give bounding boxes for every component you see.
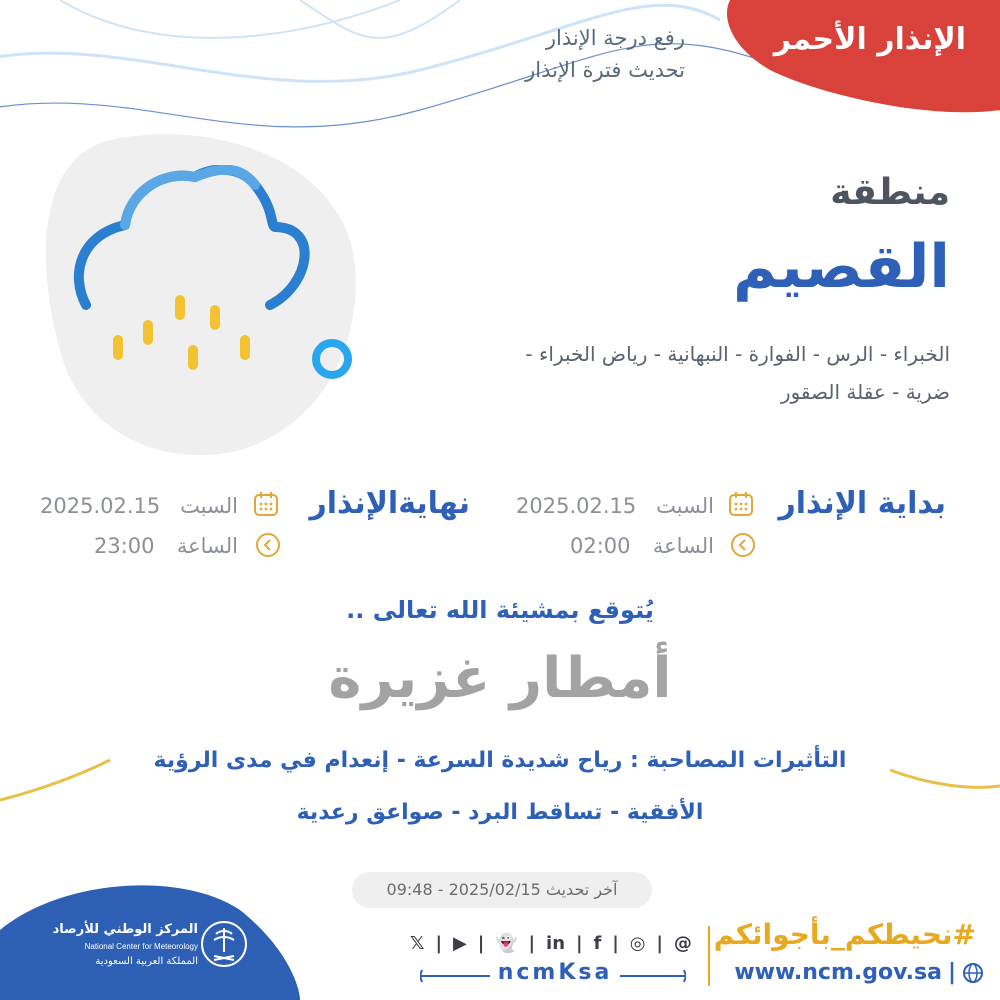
warning-start-day: السبت bbox=[656, 494, 714, 518]
calendar-icon bbox=[727, 490, 755, 518]
cities-line-2: ضرية - عقلة الصقور bbox=[780, 380, 950, 404]
ncm-emblem-icon bbox=[200, 918, 248, 970]
update-line-level: رفع درجة الإنذار bbox=[545, 26, 685, 50]
region-name: القصيم bbox=[733, 232, 950, 302]
social-handle[interactable]: ncmKsa bbox=[490, 960, 620, 985]
youtube-icon[interactable]: ▶ bbox=[452, 932, 467, 954]
x-icon[interactable]: 𝕏 bbox=[410, 932, 425, 954]
logo-country-name: المملكة العربية السعودية bbox=[95, 956, 198, 967]
last-update-pill: آخر تحديث 2025/02/15 - 09:48 bbox=[352, 872, 652, 908]
cloud-rain-icon bbox=[70, 165, 370, 390]
warning-end-time-label: الساعة bbox=[176, 534, 238, 558]
alert-level-badge: الإنذار الأحمر bbox=[773, 22, 966, 57]
warning-start-date: 2025.02.15 bbox=[516, 494, 637, 518]
social-links: 𝕏 | ▶ | 👻 | in | f | ◎ | @ bbox=[410, 932, 692, 954]
snapchat-icon[interactable]: 👻 bbox=[495, 932, 518, 954]
forecast-intro: يُتوقع بمشيئة الله تعالى .. bbox=[346, 596, 654, 624]
linkedin-icon[interactable]: in bbox=[546, 932, 566, 954]
warning-end-title: نهايةالإنذار bbox=[309, 486, 470, 521]
facebook-icon[interactable]: f bbox=[593, 932, 602, 954]
warning-start-time: 02:00 bbox=[570, 534, 631, 558]
cities-line-1: الخبراء - الرس - الفوارة - النبهانية - رياض الخبراء - bbox=[525, 342, 950, 366]
effects-line-2: الأفقية - تساقط البرد - صواعق رعدية bbox=[296, 800, 704, 825]
globe-icon bbox=[962, 962, 984, 984]
website-url[interactable]: www.ncm.gov.sa bbox=[734, 960, 942, 985]
clock-icon bbox=[729, 531, 757, 559]
instagram-icon[interactable]: ◎ bbox=[629, 932, 646, 954]
region-label: منطقة bbox=[830, 172, 950, 213]
update-line-period: تحديث فترة الإنذار bbox=[525, 58, 685, 82]
website-link[interactable]: www.ncm.gov.sa | bbox=[734, 960, 984, 985]
logo-arabic-name: المركز الوطني للأرصاد bbox=[52, 922, 198, 937]
warning-start-title: بداية الإنذار bbox=[778, 486, 946, 521]
calendar-icon bbox=[252, 490, 280, 518]
effects-line-1: التأثيرات المصاحبة : رياح شديدة السرعة - إنعدام في مدى الرؤية bbox=[153, 748, 847, 773]
warning-end-date: 2025.02.15 bbox=[40, 494, 161, 518]
threads-icon[interactable]: @ bbox=[673, 932, 692, 954]
footer-divider bbox=[708, 926, 710, 986]
hashtag: #نحيطكم_بأجوائكم bbox=[713, 918, 976, 951]
alert-badge-shape bbox=[710, 0, 1000, 120]
logo-english-name: National Center for Meteorology bbox=[84, 942, 198, 951]
forecast-headline: أمطار غزيرة bbox=[328, 646, 672, 711]
warning-end-time: 23:00 bbox=[94, 534, 155, 558]
warning-start-time-label: الساعة bbox=[652, 534, 714, 558]
clock-icon bbox=[254, 531, 282, 559]
warning-end-day: السبت bbox=[180, 494, 238, 518]
